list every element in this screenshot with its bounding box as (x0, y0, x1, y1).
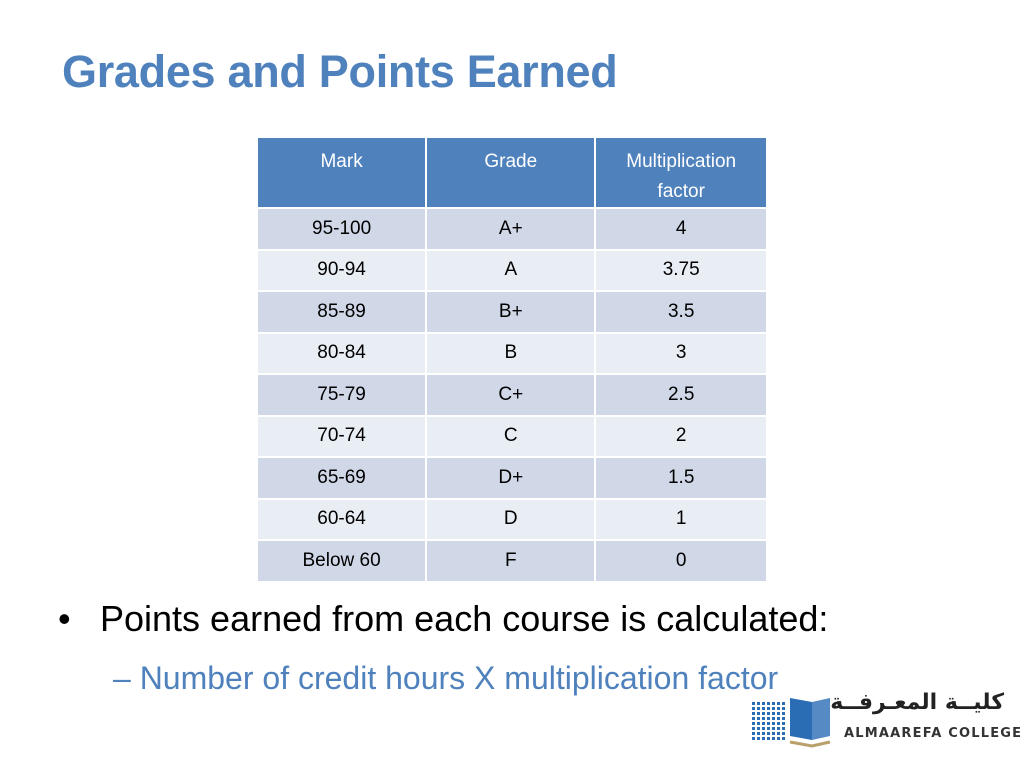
table-row (257, 291, 767, 333)
cell-factor: 3.5 (595, 291, 767, 333)
cell-factor: 1 (595, 499, 767, 541)
college-logo (748, 690, 1023, 752)
cell-grade: D (426, 499, 595, 541)
college-name-english: ALMAAREFA COLLEGE (844, 726, 1023, 741)
table-header-row (257, 137, 767, 208)
cell-factor: 4 (595, 208, 767, 250)
cell-mark: 75-79 (257, 374, 426, 416)
cell-mark: 60-64 (257, 499, 426, 541)
cell-mark: 90-94 (257, 250, 426, 292)
bullet-text: Points earned from each course is calculated: (100, 598, 829, 639)
slide-title: Grades and Points Earned (62, 46, 618, 97)
cell-grade: B+ (426, 291, 595, 333)
table-row (257, 457, 767, 499)
cell-grade: C+ (426, 374, 595, 416)
header-mark: Mark (257, 137, 426, 208)
table-row (257, 540, 767, 582)
cell-mark: Below 60 (257, 540, 426, 582)
college-name-arabic: كليــة المعـرفــة (830, 690, 1004, 715)
cell-factor: 2 (595, 416, 767, 458)
cell-grade: D+ (426, 457, 595, 499)
cell-grade: F (426, 540, 595, 582)
bullet-symbol: • (58, 598, 71, 639)
table-row (257, 208, 767, 250)
cell-factor: 1.5 (595, 457, 767, 499)
cell-grade: B (426, 333, 595, 375)
sub-bullet-text: – Number of credit hours X multiplication factor (113, 660, 779, 696)
table-row (257, 374, 767, 416)
cell-factor: 3 (595, 333, 767, 375)
cell-grade: A (426, 250, 595, 292)
cell-factor: 3.75 (595, 250, 767, 292)
cell-mark: 80-84 (257, 333, 426, 375)
grades-table (256, 136, 768, 583)
table-row (257, 416, 767, 458)
cell-factor: 0 (595, 540, 767, 582)
table-row (257, 499, 767, 541)
table-row (257, 250, 767, 292)
cell-mark: 65-69 (257, 457, 426, 499)
header-grade: Grade (426, 137, 595, 208)
cell-factor: 2.5 (595, 374, 767, 416)
cell-mark: 70-74 (257, 416, 426, 458)
cell-grade: C (426, 416, 595, 458)
cell-mark: 95-100 (257, 208, 426, 250)
cell-grade: A+ (426, 208, 595, 250)
header-multiplication-factor: Multiplication factor (595, 137, 767, 208)
college-logo-icon (750, 692, 832, 748)
bullet-point (58, 598, 828, 640)
cell-mark: 85-89 (257, 291, 426, 333)
table-row (257, 333, 767, 375)
